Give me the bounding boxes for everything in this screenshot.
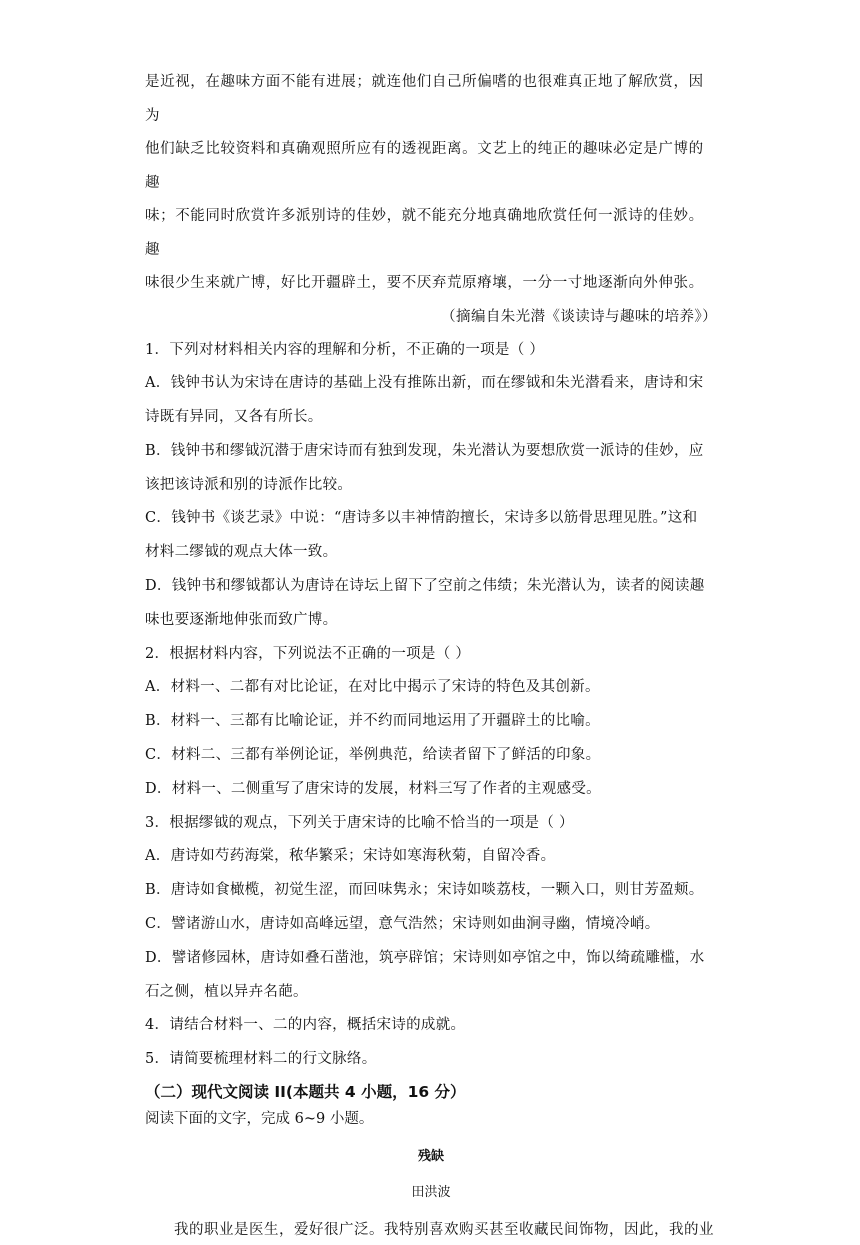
option-d-line1: D．钱钟书和缪钺都认为唐诗在诗坛上留下了空前之伟绩；朱光潜认为，读者的阅读趣: [145, 578, 705, 595]
passage-line: 是近视，在趣味方面不能有进展；就连他们自己所偏嗜的也很难真正地了解欣赏，因为: [145, 74, 704, 124]
question-2: [145, 638, 717, 807]
option-c: C．譬诸游山水，唐诗如高峰远望，意气浩然；宋诗则如曲涧寻幽，情境冷峭。: [145, 916, 660, 933]
question-stem: 1．下列对材料相关内容的理解和分析，不正确的一项是（ ）: [145, 341, 545, 358]
section-intro: 阅读下面的文字，完成 6~9 小题。: [145, 1111, 374, 1128]
document-page: [145, 66, 717, 1245]
passage-ending: [145, 66, 717, 334]
option-c: C．材料二、三都有举例论证，举例典范，给读者留下了鲜活的印象。: [145, 747, 601, 764]
passage-line: 他们缺乏比较资料和真确观照所应有的透视距离。文艺上的纯正的趣味必定是广博的趣: [145, 141, 704, 191]
option-c-line1: C．钱钟书《谈艺录》中说：“唐诗多以丰神情韵擅长，宋诗多以筋骨思理见胜。”这和: [145, 510, 698, 527]
option-a-line2: 诗既有异同，又各有所长。: [145, 409, 323, 426]
option-b-line1: B．钱钟书和缪钺沉潜于唐宋诗而有独到发现，朱光潜认为要想欣赏一派诗的佳妙，应: [145, 442, 704, 459]
option-b: B．材料一、三都有比喻论证，并不约而同地运用了开疆辟土的比喻。: [145, 713, 600, 730]
option-d-line2: 味也要逐渐地伸张而致广博。: [145, 611, 338, 628]
question-stem: 4．请结合材料一、二的内容，概括宋诗的成就。: [145, 1017, 466, 1034]
option-a: A．材料一、二都有对比论证，在对比中揭示了宋诗的特色及其创新。: [145, 679, 600, 696]
option-d: D．材料一、二侧重写了唐宋诗的发展，材料三写了作者的主观感受。: [145, 780, 601, 797]
question-5: [145, 1043, 717, 1077]
option-d-line1: D．譬诸修园林，唐诗如叠石凿池，筑亭辟馆；宋诗则如亭馆之中，饰以绮疏雕槛，水: [145, 949, 705, 966]
option-a: A．唐诗如芍药海棠，秾华繁采；宋诗如寒海秋菊，自留冷香。: [145, 848, 556, 865]
story-first-paragraph: 我的职业是医生，爱好很广泛。我特别喜欢购买甚至收藏民间饰物，因此，我的业: [174, 1222, 714, 1239]
story-author: 田洪波: [411, 1185, 451, 1201]
section-heading: （二）现代文阅读 II(本题共 4 小题，16 分）: [145, 1083, 466, 1102]
question-stem: 5．请简要梳理材料二的行文脉络。: [145, 1051, 377, 1068]
question-1: [145, 334, 717, 638]
story-title: 残缺: [417, 1149, 444, 1165]
question-list: [145, 334, 717, 1078]
question-3: [145, 807, 717, 1010]
question-stem: 3．根据缪钺的观点，下列关于唐宋诗的比喻不恰当的一项是（ ）: [145, 814, 574, 831]
question-4: [145, 1009, 717, 1043]
option-a-line1: A．钱钟书认为宋诗在唐诗的基础上没有推陈出新，而在缪钺和朱光潜看来，唐诗和宋: [145, 375, 704, 392]
option-c-line2: 材料二缪钺的观点大体一致。: [145, 544, 338, 561]
passage-source: （摘编自朱光潜《谈读诗与趣味的培养》）: [441, 308, 717, 325]
option-d-line2: 石之侧，植以异卉名葩。: [145, 983, 308, 1000]
option-b: B．唐诗如食橄榄，初觉生涩，而回味隽永；宋诗如啖荔枝，一颗入口，则甘芳盈颊。: [145, 882, 704, 899]
question-stem: 2．根据材料内容，下列说法不正确的一项是（ ）: [145, 645, 471, 662]
passage-line: 味很少生来就广博，好比开疆辟土，要不厌弃荒原瘠壤，一分一寸地逐渐向外伸张。: [145, 275, 704, 291]
passage-line: 味；不能同时欣赏许多派别诗的佳妙，就不能充分地真确地欣赏任何一派诗的佳妙。趣: [145, 208, 704, 258]
option-b-line2: 该把该诗派和别的诗派作比较。: [145, 476, 353, 493]
